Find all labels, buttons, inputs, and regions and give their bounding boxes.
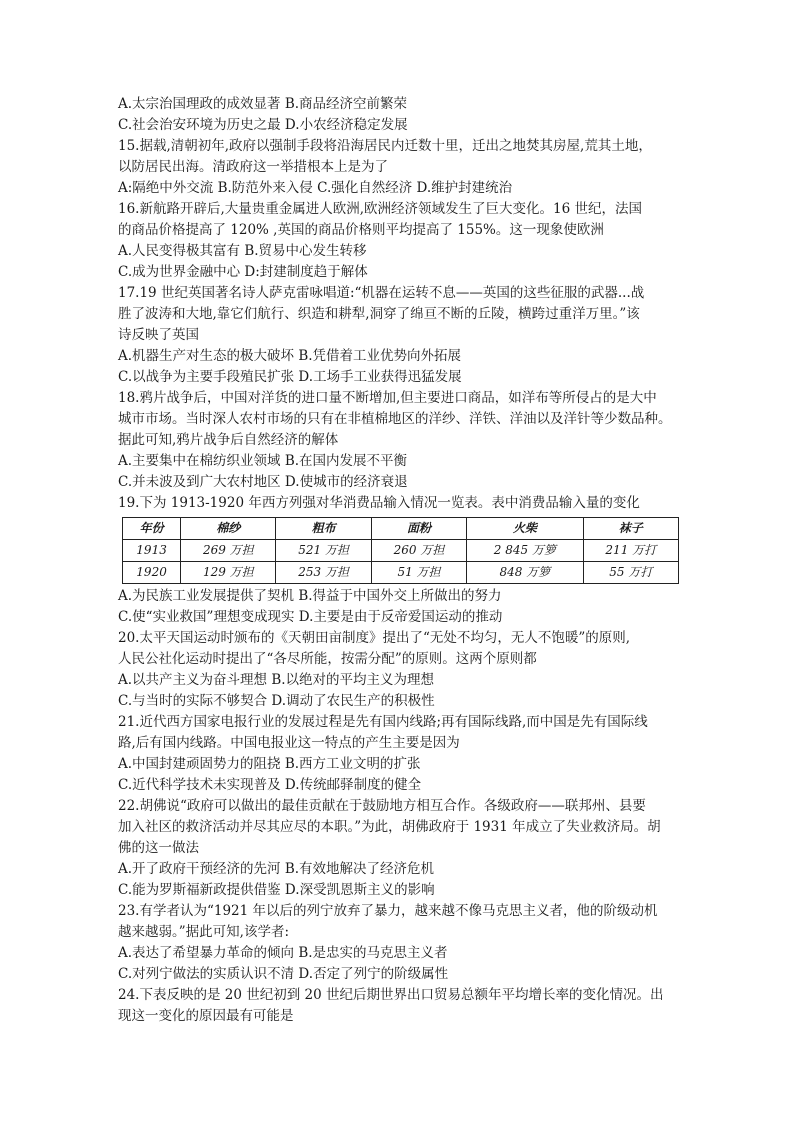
text-line: A.开了政府干预经济的先河 B.有效地解决了经济危机 <box>118 861 435 877</box>
text-line: A:隔绝中外交流 B.防范外来入侵 C.强化自然经济 D.维护封建统治 <box>118 180 513 196</box>
text-line: 19.下为 1913-1920 年西方列强对华消费品输入情况一览表。表中消费品输入量的变化 <box>118 495 640 511</box>
table-header-cell: 年份 <box>123 518 181 540</box>
consumer-goods-table <box>122 517 679 584</box>
table-cell: 521 万担 <box>276 540 371 562</box>
text-line: 现这一变化的原因最有可能是 <box>118 1008 294 1024</box>
text-line: 以防居民出海。清政府这一举措根本上是为了 <box>118 159 388 175</box>
table-header-row <box>123 518 679 540</box>
text-line: 20.太平天国运动时颁布的《天朝田亩制度》提出了“无处不均匀，无人不饱暖”的原则, <box>118 630 631 646</box>
table-cell: 211 万打 <box>583 540 678 562</box>
text-line: C.并未波及到广大农村地区 D.使城市的经济衰退 <box>118 474 408 490</box>
table-row <box>123 540 679 562</box>
text-line: 据此可知,鸦片战争后自然经济的解体 <box>118 432 339 448</box>
text-line: 15.据载,清朝初年,政府以强制手段将沿海居民内迁数十里，迁出之地焚其房屋,荒其土地， <box>118 138 652 154</box>
text-line: 城市市场。当时深人农村市场的只有在非植棉地区的洋纱、洋铁、洋油以及洋针等少数品种。 <box>118 411 672 427</box>
text-line: C.成为世界金融中心 D:封建制度趋于解体 <box>118 264 368 280</box>
text-line: A.为民族工业发展提供了契机 B.得益于中国外交上所做出的努力 <box>118 588 502 604</box>
text-line: C.以战争为主要手段殖民扩张 D.工场手工业获得迅猛发展 <box>118 369 462 385</box>
table-header-cell: 棉纱 <box>181 518 276 540</box>
text-line: C.与当时的实际不够契合 D.调动了农民生产的积极性 <box>118 693 435 709</box>
table-cell: 848 万箩 <box>467 562 583 584</box>
table-cell: 253 万担 <box>276 562 371 584</box>
text-line: A.主要集中在棉纺织业领域 B.在国内发展不平衡 <box>118 453 408 469</box>
text-line: 越来越弱。”据此可知,该学者: <box>118 924 289 940</box>
text-line: 24.下表反映的是 20 世纪初到 20 世纪后期世界出口贸易总额年平均增长率的变化情况。出 <box>118 987 664 1003</box>
table-cell: 129 万担 <box>181 562 276 584</box>
text-line: C.近代科学技术未实现普及 D.传统邮驿制度的健全 <box>118 777 422 793</box>
text-line: 胜了波涛和大地,靠它们航行、织造和耕犁,洞穿了绵亘不断的丘陵，横跨过重洋万里。”该 <box>118 306 640 322</box>
text-line: C.能为罗斯福新政提供借鉴 D.深受凯恩斯主义的影响 <box>118 882 435 898</box>
text-line: 16.新航路开辟后,大量贵重金属进人欧洲,欧洲经济领域发生了巨大变化。16 世纪，法国 <box>118 201 643 217</box>
text-line: 路,后有国内线路。中国电报业这一特点的产生主要是因为 <box>118 735 460 751</box>
question-block-top <box>118 94 678 514</box>
text-line: A.机器生产对生态的极大破坏 B.凭借着工业优势向外拓展 <box>118 348 462 364</box>
table-header-cell: 袜子 <box>583 518 678 540</box>
text-line: 23.有学者认为“1921 年以后的列宁放弃了暴力，越来越不像马克思主义者，他的阶级动机 <box>118 903 658 919</box>
text-line: C.使“实业救国”理想变成现实 D.主要是由于反帝爱国运动的推动 <box>118 609 503 625</box>
text-line: 加入社区的救济活动并尽其应尽的本职。”为此，胡佛政府于 1931 年成立了失业救济局。胡 <box>118 819 661 835</box>
table-row <box>123 562 679 584</box>
text-line: A.表达了希望暴力革命的倾向 B.是忠实的马克思主义者 <box>118 945 448 961</box>
table-cell: 260 万担 <box>371 540 466 562</box>
text-line: 的商品价格提高了 120% ,英国的商品价格则平均提高了 155%。这一现象使欧洲 <box>118 222 604 238</box>
text-line: C.对列宁做法的实质认识不清 D.否定了列宁的阶级属性 <box>118 966 449 982</box>
question-block-bottom <box>118 586 678 1027</box>
table-cell: 2 845 万箩 <box>467 540 583 562</box>
text-line: 诗反映了英国 <box>118 327 199 343</box>
table-header-cell: 面粉 <box>371 518 466 540</box>
text-line: 17.19 世纪英国著名诗人萨克雷咏唱道:“机器在运转不息——英国的这些征服的武器...战 <box>118 285 645 301</box>
table-cell: 1913 <box>123 540 181 562</box>
text-line: 人民公社化运动时提出了“各尽所能，按需分配”的原则。这两个原则都 <box>118 651 537 667</box>
text-line: A.以共产主义为奋斗理想 B.以绝对的平均主义为理想 <box>118 672 435 688</box>
table-header-cell: 火柴 <box>467 518 583 540</box>
exam-page <box>118 94 678 1027</box>
text-line: 21.近代西方国家电报行业的发展过程是先有国内线路;再有国际线路,而中国是先有国际线 <box>118 714 648 730</box>
text-line: 佛的这一做法 <box>118 840 199 856</box>
table-cell: 51 万担 <box>371 562 466 584</box>
text-line: A.中国封建顽固势力的阻挠 B.西方工业文明的扩张 <box>118 756 421 772</box>
table-cell: 55 万打 <box>583 562 678 584</box>
table-cell: 269 万担 <box>181 540 276 562</box>
text-line: 22.胡佛说“政府可以做出的最佳贡献在于鼓励地方相互合作。各级政府——联邦州、县要 <box>118 798 646 814</box>
table-cell: 1920 <box>123 562 181 584</box>
text-line: 18.鸦片战争后，中国对洋货的进口量不断增加,但主要进口商品，如洋布等所侵占的是大中 <box>118 390 657 406</box>
text-line: A.太宗治国理政的成效显著 B.商品经济空前繁荣 <box>118 96 408 112</box>
text-line: C.社会治安环境为历史之最 D.小农经济稳定发展 <box>118 117 408 133</box>
table-header-cell: 粗布 <box>276 518 371 540</box>
text-line: A.人民变得极其富有 B.贸易中心发生转移 <box>118 243 367 259</box>
